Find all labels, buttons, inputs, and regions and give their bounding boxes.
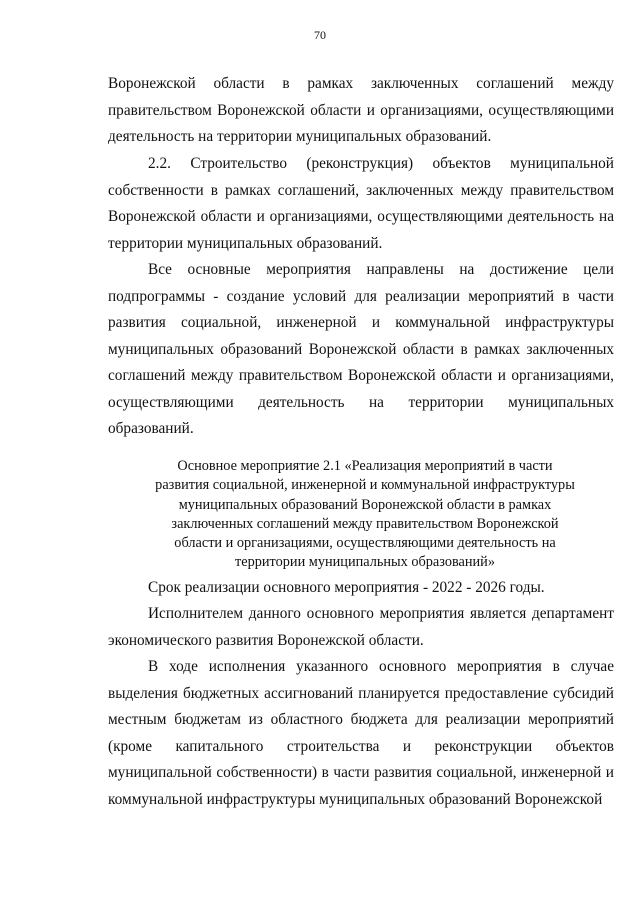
- paragraph-subsidies: В ходе исполнения указанного основного мероприятия в случае выделения бюджетных ассигнований планируется предоставление субсидий местным бюджетам из областного бюджета для реализации мероприятий (кроме капитального строительства и реконструкции объектов муниципальной собственности) в части развития социальной, инженерной и коммунальной инфраструктуры муниципальных образований Воронежской: [108, 658, 614, 808]
- paragraph-goal: Все основные мероприятия направлены на достижение цели подпрограммы - создание условий для реализации мероприятий в части развития социальной, инженерной и коммунальной инфраструктуры муниципальных образований Воронежской области в рамках заключенных соглашений между правительством Воронежской области и организациями, осуществляющими деятельность на территории муниципальных образований.: [108, 261, 614, 437]
- paragraph-continuation: Воронежской области в рамках заключенных соглашений между правительством Воронежской области и организациями, осуществляющими деятельность на территории муниципальных образований.: [108, 75, 614, 145]
- section-heading: Основное мероприятие 2.1 «Реализация мероприятий в части развития социальной, инженерной и коммунальной инфраструктуры муниципальных образований Воронежской области в рамках заключенных соглашений между правительством Воронежской области и организациями, осуществляющими деятельность на территории муниципальных образований»: [155, 458, 575, 571]
- page-number: 70: [314, 28, 326, 42]
- paragraph-executor: Исполнителем данного основного мероприятия является департамент экономического развития Воронежской области.: [108, 605, 614, 649]
- paragraph-item-2-2: 2.2. Строительство (реконструкция) объектов муниципальной собственности в рамках соглашений, заключенных между правительством Воронежской области и организациями, осуществляющими деятельность на территории муниципальных образований.: [108, 155, 614, 252]
- paragraph-term: Срок реализации основного мероприятия - 2022 - 2026 годы.: [148, 579, 545, 596]
